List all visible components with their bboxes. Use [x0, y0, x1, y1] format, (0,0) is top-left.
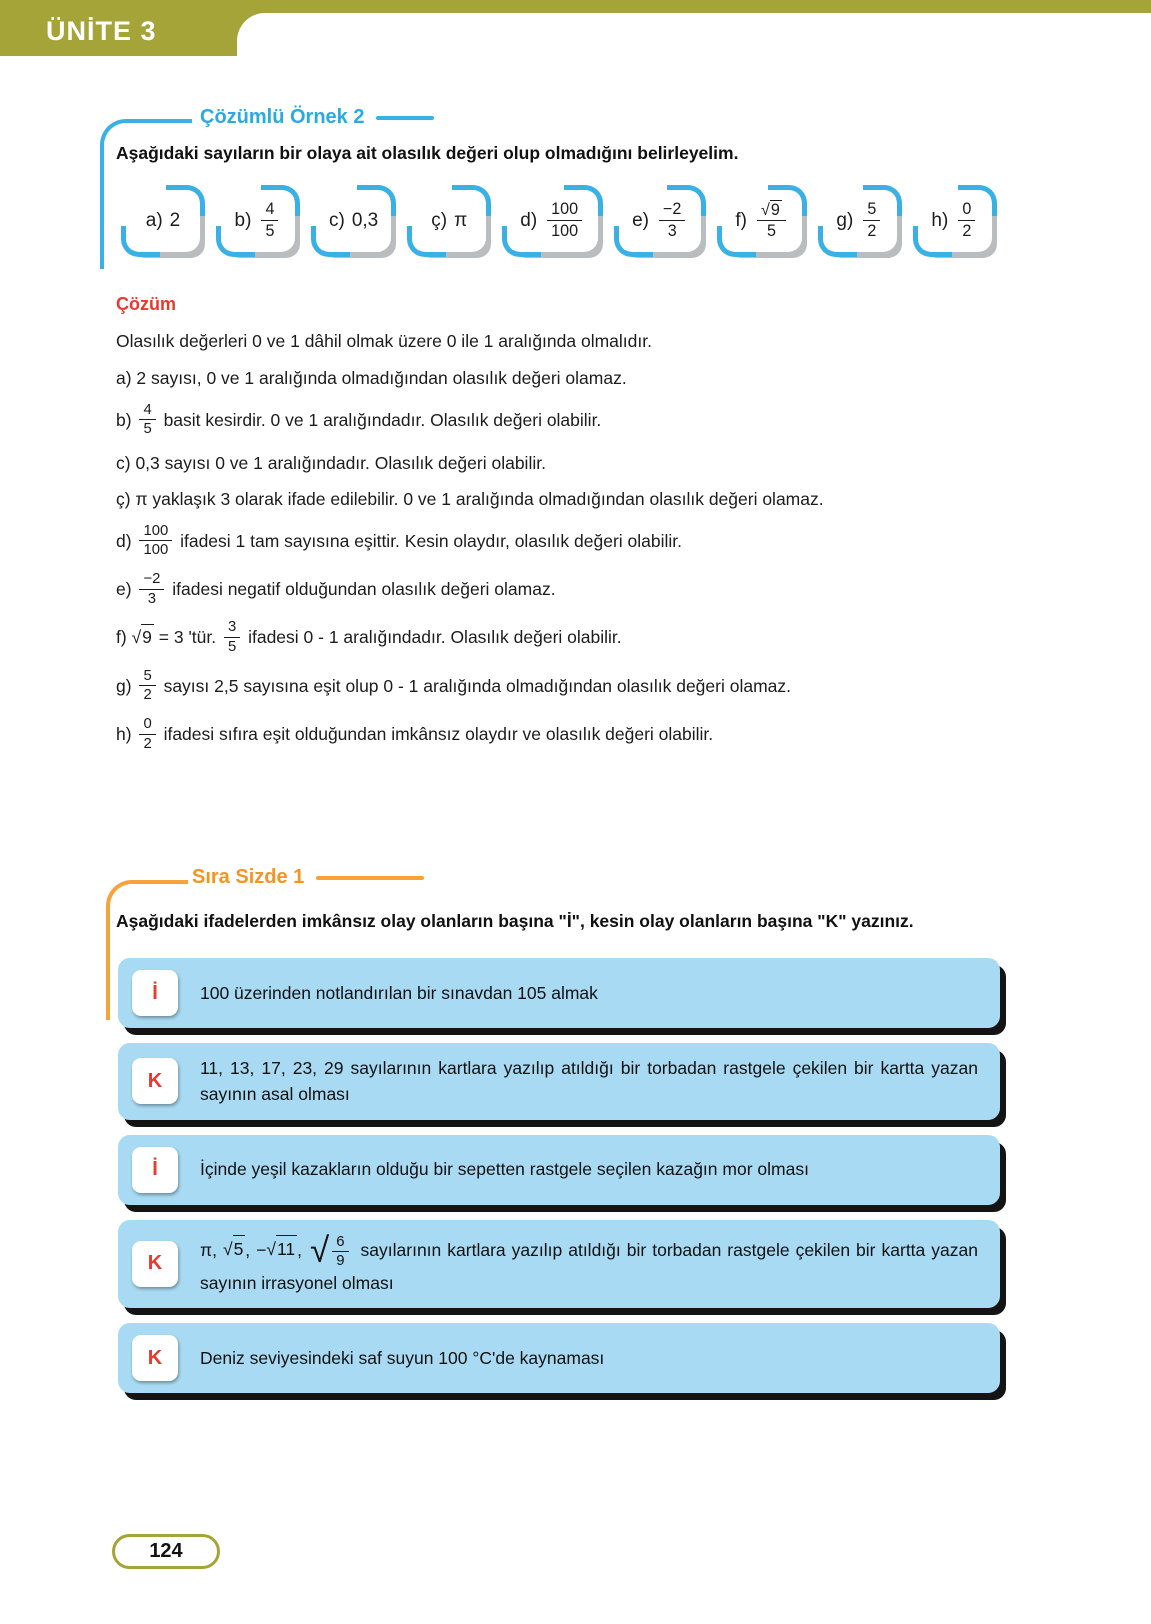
card-label: ç) — [431, 210, 448, 231]
card-label: a) — [145, 210, 163, 231]
example-card: c) 0,3 — [316, 190, 391, 252]
radical — [223, 1235, 245, 1262]
fraction-numerator: 100 — [547, 200, 582, 220]
radical-sign: √ — [761, 200, 770, 219]
solution-line: f) √9 = 3 'tür. $\frac{3}{5}$ ifadesi 0 - 1 aralığındadır. Olasılık değeri olabilir. — [116, 619, 622, 656]
radical-sign: √ — [266, 1239, 276, 1260]
page-number-pill — [112, 1534, 220, 1569]
radical-sign: √ — [222, 1239, 233, 1260]
fraction-numerator: −2 — [659, 200, 685, 220]
radical-sign: √ — [131, 627, 142, 648]
title-dash — [316, 876, 424, 880]
example-card — [619, 190, 701, 252]
fraction-numerator: 4 — [261, 200, 278, 220]
example-card — [722, 190, 801, 252]
example-title: Çözümlü Örnek 2 — [200, 106, 365, 128]
radical — [266, 1235, 297, 1262]
fraction-denominator: 3 — [147, 590, 157, 607]
example-cards-row — [126, 190, 1048, 252]
solution-intro: Olasılık değerleri 0 ve 1 dâhil olmak üzere 0 ile 1 aralığında olmalıdır. — [116, 331, 652, 351]
title-dash — [376, 116, 434, 120]
example-card — [918, 190, 992, 252]
fraction-denominator: 2 — [143, 735, 152, 752]
fraction-denominator: 5 — [143, 421, 152, 438]
fraction — [261, 200, 278, 239]
fraction — [139, 571, 164, 607]
example-card — [221, 190, 295, 252]
statement-box — [118, 1135, 1000, 1205]
example-card — [507, 190, 598, 252]
fraction — [224, 619, 240, 655]
fraction-numerator: 5 — [139, 668, 155, 687]
fraction-denominator: 100 — [143, 542, 169, 559]
statement-box — [118, 1043, 1000, 1120]
statement-box — [118, 1323, 1000, 1393]
fraction-numerator: 4 — [139, 402, 155, 421]
fraction — [863, 200, 880, 239]
radical-over-fraction — [310, 1232, 352, 1270]
unit-header-bar — [0, 0, 1151, 56]
sira-sizde-section — [100, 866, 1048, 1408]
radicand: 11 — [276, 1235, 297, 1262]
example-card — [823, 190, 897, 252]
solution-line: ç) π yaklaşık 3 olarak ifade edilebilir. 0 ve 1 aralığında olmadığından olasılık değeri olamaz. — [116, 489, 824, 510]
card-label: d) — [520, 210, 538, 231]
fraction-denominator: 9 — [336, 1253, 345, 1270]
fraction-denominator: 2 — [962, 221, 972, 240]
fraction — [139, 668, 155, 704]
card-label: c) — [329, 210, 345, 231]
card-label: f) — [735, 210, 748, 231]
fraction — [757, 200, 786, 240]
fraction-numerator: 3 — [224, 619, 240, 638]
answer-box: K — [132, 1058, 178, 1104]
radicand: 5 — [233, 1235, 246, 1262]
sira-title-row — [192, 866, 1048, 889]
card-label: g) — [836, 210, 854, 231]
fraction-numerator — [757, 200, 786, 221]
statement-text: 100 üzerinden notlandırılan bir sınavdan 105 almak — [200, 982, 598, 1003]
fraction-numerator: 0 — [958, 200, 975, 220]
solution-line: a) 2 sayısı, 0 ve 1 aralığında olmadığından olasılık değeri olamaz. — [116, 368, 627, 388]
unit-title: ÜNİTE 3 — [46, 16, 157, 46]
solution-line: e) $\frac{-2}{3}$ ifadesi negatif olduğundan olasılık değeri olamaz. — [116, 571, 556, 607]
radical — [132, 624, 154, 650]
fraction — [139, 402, 155, 438]
statement-box — [118, 1220, 1000, 1309]
answer-box: K — [132, 1241, 178, 1287]
solution-line: b) $\frac{4}{5}$ basit kesirdir. 0 ve 1 aralığındadır. Olasılık değeri olabilir. — [116, 401, 602, 438]
example-prompt: Aşağıdaki sayıların bir olaya ait olasılık değeri olup olmadığını belirleyelim. — [116, 143, 739, 163]
solution-line: c) 0,3 sayısı 0 ve 1 aralığındadır. Olasılık değeri olabilir. — [116, 452, 546, 473]
fraction — [139, 716, 155, 752]
radical — [761, 200, 782, 219]
fraction-numerator: 6 — [332, 1234, 348, 1253]
header-notch — [237, 13, 1151, 56]
statement-text: İçinde yeşil kazakların olduğu bir sepetten rastgele seçilen kazağın mor olması — [200, 1159, 809, 1180]
example-card: a) 2 — [126, 190, 200, 252]
card-label: b) — [234, 210, 252, 231]
card-label: h) — [931, 210, 949, 231]
fraction-denominator: 5 — [265, 221, 275, 240]
answer-box: İ — [132, 1147, 178, 1193]
sira-accent-curve — [106, 880, 188, 1020]
fraction-denominator: 2 — [867, 221, 877, 240]
answer-box: K — [132, 1335, 178, 1381]
page-number: 124 — [149, 1540, 183, 1562]
statement-text: 11, 13, 17, 23, 29 sayılarının kartlara yazılıp atıldığı bir torbadan rastgele çekilen bir kartta yazan sayının asal olması — [200, 1058, 978, 1105]
solution-line: d) $\frac{100}{100}$ ifadesi 1 tam sayısına eşittir. Kesin olaydır, olasılık değeri olabilir. — [116, 522, 683, 559]
radicand: 9 — [141, 624, 154, 650]
example-card: ç) π — [412, 190, 486, 252]
fraction — [547, 200, 582, 239]
fraction-denominator: 100 — [551, 221, 579, 240]
fraction — [958, 200, 975, 239]
fraction-numerator: 100 — [139, 523, 172, 542]
fraction-denominator: 5 — [766, 222, 776, 240]
radicand — [329, 1232, 352, 1270]
answer-box: İ — [132, 970, 178, 1016]
fraction — [332, 1234, 348, 1270]
example-title-row — [200, 106, 1048, 129]
fraction — [659, 200, 685, 239]
sira-prompt: Aşağıdaki ifadelerden imkânsız olay olanların başına "İ", kesin olay olanların başına "K" yazınız. — [116, 911, 914, 931]
radical-sign: √ — [310, 1230, 330, 1270]
statements-list — [118, 958, 1000, 1393]
fraction-denominator: 3 — [667, 221, 677, 240]
fraction — [139, 523, 172, 559]
solution-line: h) $\frac{0}{2}$ ifadesi sıfıra eşit olduğundan imkânsız olaydır ve olasılık değeri olabilir. — [116, 716, 714, 752]
statement-text: π, √5 , −√11 , √ $\frac{6}{9}$ sayılarının kartlara yazılıp atıldığı bir torbadan rastgele çekilen bir kartta yazan sayının irrasyonel olması — [200, 1230, 978, 1293]
fraction-denominator: 5 — [227, 639, 237, 656]
fraction-denominator: 2 — [143, 687, 152, 704]
statement-box — [118, 958, 1000, 1028]
fraction-numerator: −2 — [139, 571, 164, 590]
fraction-numerator: 5 — [863, 200, 880, 220]
solution-line: g) $\frac{5}{2}$ sayısı 2,5 sayısına eşit olup 0 - 1 aralığında olmadığından olasılık değeri olamaz. — [116, 667, 792, 704]
sira-title: Sıra Sizde 1 — [192, 866, 305, 888]
radicand: 9 — [770, 200, 780, 219]
solution-lines — [116, 366, 1048, 753]
solved-example-section — [100, 106, 1048, 765]
solution-label: Çözüm — [116, 294, 176, 314]
card-label: e) — [632, 210, 649, 231]
fraction-numerator: 0 — [139, 716, 155, 735]
statement-text: Deniz seviyesindeki saf suyun 100 °C'de kaynaması — [200, 1347, 605, 1368]
